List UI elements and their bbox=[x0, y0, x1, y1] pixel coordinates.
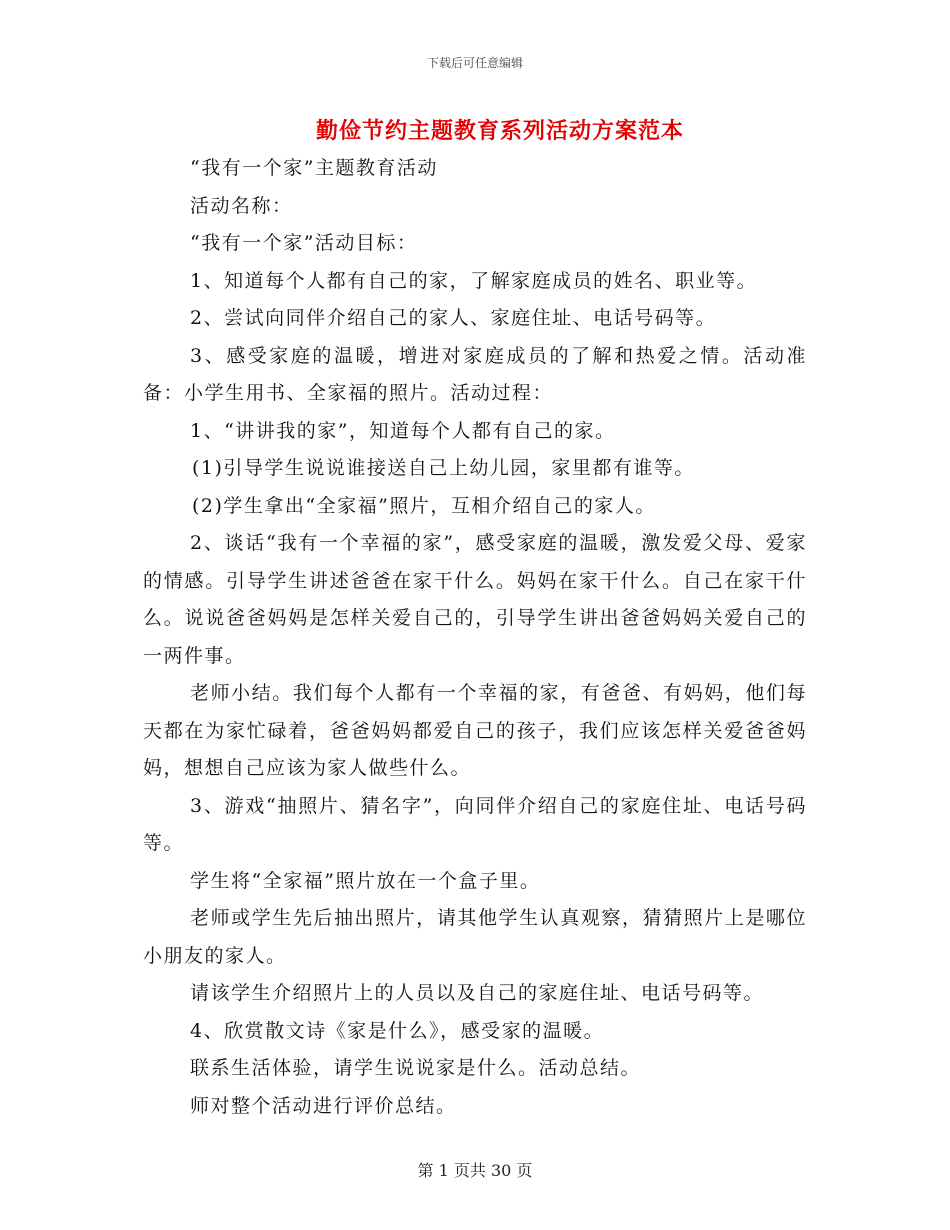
document-body bbox=[143, 150, 807, 1125]
paragraph-step-3-a: 学生将“全家福”照片放在一个盒子里。 bbox=[190, 869, 541, 892]
page-number: 第 1 页共 30 页 bbox=[417, 1161, 533, 1180]
paragraph-teacher-summary: 老师小结。我们每个人都有一个幸福的家，有爸爸、有妈妈，他们每天都在为家忙碌着，爸爸妈妈都爱自己的孩子，我们应该怎样关爱爸爸妈妈，想想自己应该为家人做些什么。 bbox=[143, 682, 807, 779]
paragraph-activity-name: 活动名称： bbox=[190, 194, 293, 217]
paragraph-step-4-a: 联系生活体验，请学生说说家是什么。活动总结。 bbox=[190, 1057, 642, 1079]
paragraph-step-3-c: 请该学生介绍照片上的人员以及自己的家庭住址、电话号码等。 bbox=[190, 982, 765, 1004]
paragraph-goal-1: 1、知道每个人都有自己的家，了解家庭成员的姓名、职业等。 bbox=[190, 269, 758, 292]
paragraph-goal-heading: “我有一个家”活动目标： bbox=[190, 232, 418, 254]
paragraph-step-1: 1、“讲讲我的家”，知道每个人都有自己的家。 bbox=[190, 419, 616, 442]
paragraph-step-4: 4、欣赏散文诗《家是什么》，感受家的温暖。 bbox=[190, 1019, 605, 1042]
paragraph-step-1-sub-1: (1)引导学生说说谁接送自己上幼儿园，家里都有谁等。 bbox=[192, 457, 695, 479]
paragraph-goal-2: 2、尝试向同伴介绍自己的家人、家庭住址、电话号码等。 bbox=[190, 307, 717, 329]
paragraph-step-1-sub-2: (2)学生拿出“全家福”照片，互相介绍自己的家人。 bbox=[192, 494, 656, 517]
paragraph-step-2: 2、谈话“我有一个幸福的家”，感受家庭的温暖，激发爱父母、爱家的情感。引导学生讲述爸爸在家干什么。妈妈在家干什么。自己在家干什么。说说爸爸妈妈是怎样关爱自己的，引导学生讲出爸爸妈妈关爱自己的一两件事。 bbox=[143, 532, 807, 667]
paragraph-theme: “我有一个家”主题教育活动 bbox=[190, 157, 438, 179]
paragraph-step-3: 3、游戏“抽照片、猜名字”，向同伴介绍自己的家庭住址、电话号码等。 bbox=[143, 794, 807, 854]
paragraph-final-evaluation: 师对整个活动进行评价总结。 bbox=[190, 1094, 457, 1117]
header-note: 下载后可任意编辑 bbox=[426, 56, 523, 70]
paragraph-goal-3: 3、感受家庭的温暖，增进对家庭成员的了解和热爱之情。活动准备：小学生用书、全家福的照片。活动过程： bbox=[143, 344, 807, 404]
document-title: 勤俭节约主题教育系列活动方案范本 bbox=[315, 118, 684, 144]
paragraph-step-3-b: 老师或学生先后抽出照片，请其他学生认真观察，猜猜照片上是哪位小朋友的家人。 bbox=[143, 907, 807, 967]
